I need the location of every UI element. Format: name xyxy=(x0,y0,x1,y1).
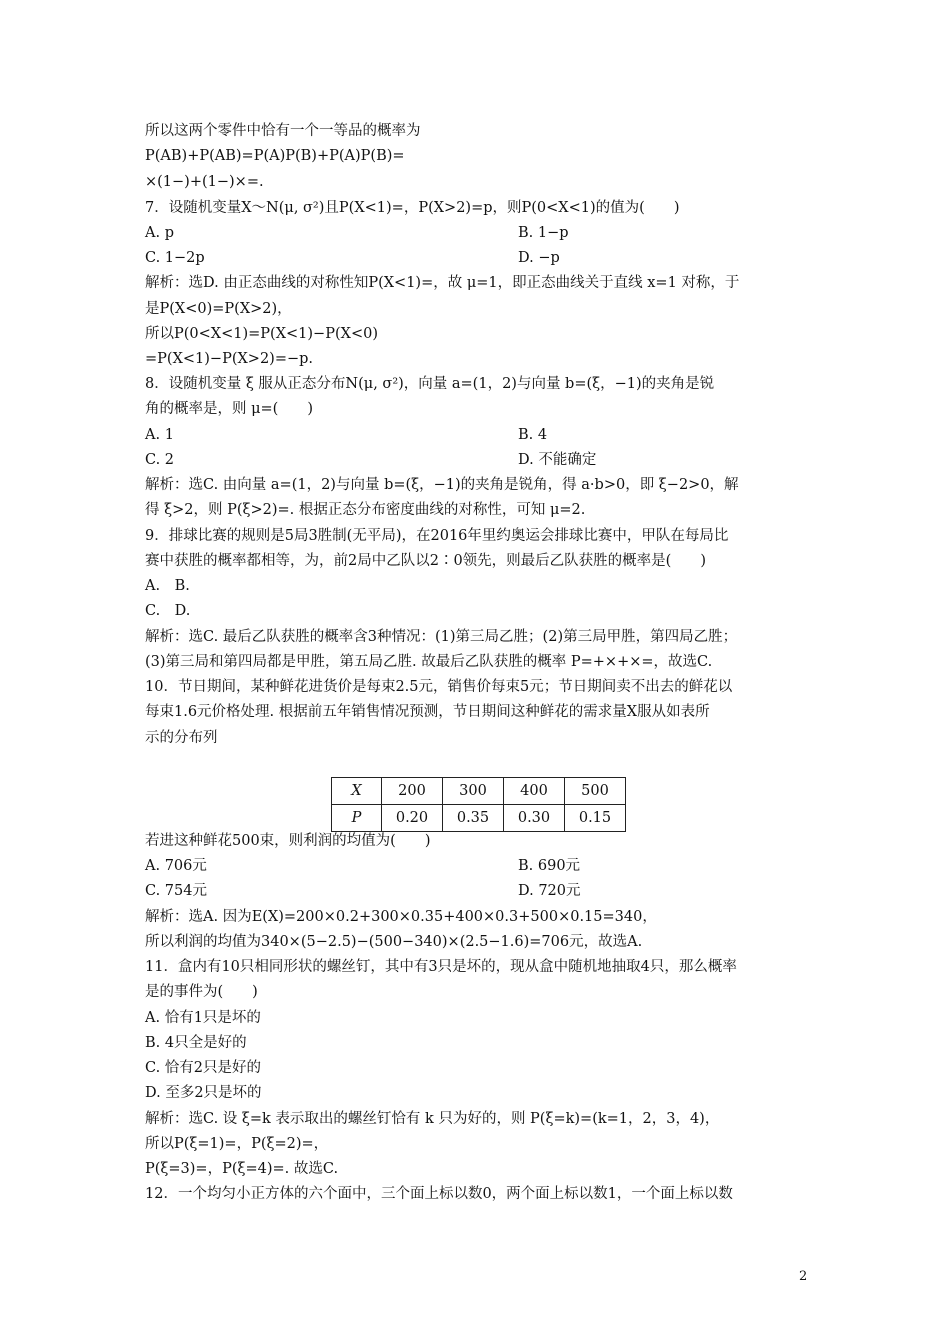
table-cell: 500 xyxy=(565,778,626,805)
options-cd: C. D. xyxy=(145,603,191,619)
table-cell: 0.20 xyxy=(382,805,443,832)
question-10: 10．节日期间，某种鲜花进货价是每束2.5元，销售价每束5元；节日期间卖不出去的鲜花以 xyxy=(145,679,733,695)
solution-line: 解析：选C. 设 ξ=k 表示取出的螺丝钉恰有 k 只为好的，则 P(ξ=k)=(k=1，2，3，4)， xyxy=(145,1111,720,1127)
option-d: D. 不能确定 xyxy=(518,452,597,468)
option-a: A. 1 xyxy=(145,427,174,443)
table-row xyxy=(332,805,626,832)
table-cell: 300 xyxy=(443,778,504,805)
question-10-cont: 若进这种鲜花500束，则利润的均值为( ) xyxy=(145,833,431,849)
solution-line: 解析：选A. 因为E(X)=200×0.2+300×0.35+400×0.3+500×0.15=340， xyxy=(145,909,657,925)
option-c: C. 2 xyxy=(145,452,175,468)
question-10-cont: 示的分布列 xyxy=(145,730,218,746)
solution-line: 所以利润的均值为340×(5−2.5)−(500−340)×(2.5−1.6)=706元，故选A. xyxy=(145,934,643,950)
solution-line: 解析：选C. 最后乙队获胜的概率含3种情况：(1)第三局乙胜；(2)第三局甲胜，第四局乙胜； xyxy=(145,629,738,645)
solution-line: P(ξ=3)=，P(ξ=4)=. 故选C. xyxy=(145,1161,339,1177)
option-b: B. 4 xyxy=(518,427,548,443)
question-8: 8．设随机变量 ξ 服从正态分布N(μ, σ²)，向量 a=(1，2)与向量 b=(ξ，−1)的夹角是锐 xyxy=(145,376,715,392)
option-c: C. 754元 xyxy=(145,883,207,899)
solution-line: 得 ξ>2，则 P(ξ>2)=. 根据正态分布密度曲线的对称性，可知 μ=2. xyxy=(145,502,586,518)
option-a: A. p xyxy=(145,225,174,241)
options-ab: A. B. xyxy=(145,578,190,594)
option-a: A. 恰有1只是坏的 xyxy=(145,1010,261,1026)
solution-line: 解析：选C. 由向量 a=(1，2)与向量 b=(ξ，−1)的夹角是锐角，得 a·b>0，即 ξ−2>0，解 xyxy=(145,477,739,493)
text-line: P(AB)+P(AB)=P(A)P(B)+P(A)P(B)= xyxy=(145,148,405,164)
table-cell: 0.30 xyxy=(504,805,565,832)
option-d: D. −p xyxy=(518,250,560,266)
text-line: ×(1−)+(1−)×=. xyxy=(145,174,264,190)
table-cell: 0.15 xyxy=(565,805,626,832)
question-9-cont: 赛中获胜的概率都相等，为，前2局中乙队以2∶0领先，则最后乙队获胜的概率是( ) xyxy=(145,553,706,569)
table-row xyxy=(332,778,626,805)
option-c: C. 1−2p xyxy=(145,250,205,266)
question-9: 9．排球比赛的规则是5局3胜制(无平局)，在2016年里约奥运会排球比赛中，甲队在每局比 xyxy=(145,528,729,544)
solution-line: 所以P(ξ=1)=，P(ξ=2)=， xyxy=(145,1136,329,1152)
solution-line: =P(X<1)−P(X>2)=−p. xyxy=(145,351,314,367)
question-12: 12．一个均匀小正方体的六个面中，三个面上标以数0，两个面上标以数1，一个面上标以数 xyxy=(145,1186,733,1202)
question-7: 7．设随机变量X～N(μ, σ²)且P(X<1)=，P(X>2)=p，则P(0<X<1)的值为( ) xyxy=(145,200,680,216)
option-a: A. 706元 xyxy=(145,858,207,874)
solution-line: 是P(X<0)=P(X>2)， xyxy=(145,301,292,317)
table-cell: 0.35 xyxy=(443,805,504,832)
distribution-table xyxy=(331,777,626,832)
option-b: B. 1−p xyxy=(518,225,569,241)
question-11: 11．盒内有10只相同形状的螺丝钉，其中有3只是坏的，现从盒中随机地抽取4只，那么概率 xyxy=(145,959,737,975)
option-d: D. 720元 xyxy=(518,883,581,899)
page-number: 2 xyxy=(799,1269,808,1284)
option-b: B. 690元 xyxy=(518,858,581,874)
question-8-cont: 角的概率是，则 μ=( ) xyxy=(145,401,313,417)
table-cell: X xyxy=(332,778,382,805)
option-c: C. 恰有2只是好的 xyxy=(145,1060,262,1076)
option-d: D. 至多2只是坏的 xyxy=(145,1085,262,1101)
question-10-cont: 每束1.6元价格处理. 根据前五年销售情况预测，节日期间这种鲜花的需求量X服从如表所 xyxy=(145,704,710,720)
table-cell: 400 xyxy=(504,778,565,805)
solution-line: 解析：选D. 由正态曲线的对称性知P(X<1)=，故 μ=1，即正态曲线关于直线 x=1 对称，于 xyxy=(145,275,740,291)
text-line: 所以这两个零件中恰有一个一等品的概率为 xyxy=(145,123,421,139)
option-b: B. 4只全是好的 xyxy=(145,1035,247,1051)
solution-line: (3)第三局和第四局都是甲胜，第五局乙胜. 故最后乙队获胜的概率 P=+×+×=，故选C. xyxy=(145,654,713,670)
solution-line: 所以P(0<X<1)=P(X<1)−P(X<0) xyxy=(145,326,378,342)
table-cell: P xyxy=(332,805,382,832)
question-11-cont: 是的事件为( ) xyxy=(145,984,258,1000)
table-cell: 200 xyxy=(382,778,443,805)
